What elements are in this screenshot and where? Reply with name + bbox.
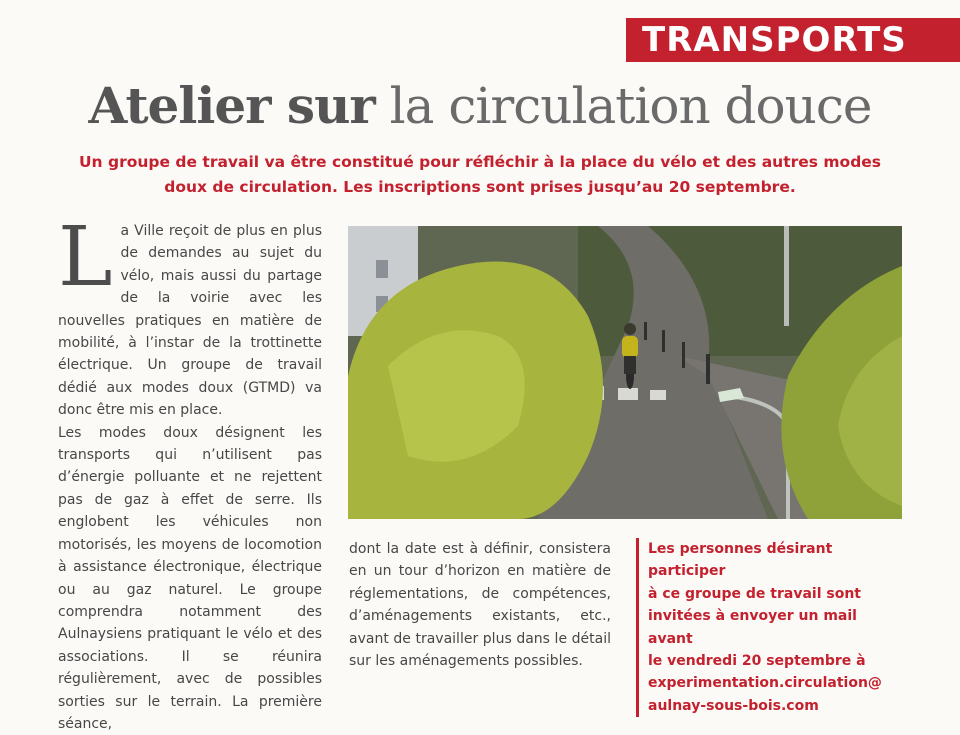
building-window (376, 260, 388, 278)
cyclist-legs (624, 356, 636, 374)
article-paragraph-2: Les modes doux désignent les transports qui n’utilisent pas d’énergie polluante et ne rejettent pas de gaz à effet de serre. Ils englobent les véhicules non motorisés, les moyens de locomotion à assistance électronique, électrique ou au gaz naturel. Le groupe comprendra notamment des Aulnaysiens pratiquant le vélo et des associations. Il se réunira régulièrement, avec de possibles sorties sur le terrain. La première séance, (58, 424, 322, 732)
callout-line-1: Les personnes désirant participer (648, 541, 833, 580)
article-paragraph-3: dont la date est à définir, consistera en un tour d’horizon en matière de réglementations, de compétences, d’aménagements existants, etc., avant de travailler plus dans le détail sur les aménagements possibles. (349, 541, 611, 670)
bollard (706, 354, 710, 384)
crosswalk-stripe (650, 390, 666, 400)
title-regular: la circulation douce (374, 77, 872, 135)
subtitle-line-2: doux de circulation. Les inscriptions sont prises jusqu’au 20 septembre. (164, 178, 796, 196)
callout-line-3: invitées à envoyer un mail avant (648, 608, 857, 647)
bollard (682, 342, 685, 368)
callout-box (636, 538, 900, 717)
article-column-1 (58, 210, 322, 735)
lamp-post (784, 226, 789, 326)
article-title (0, 76, 960, 135)
callout-line-4: le vendredi 20 septembre à (648, 653, 866, 670)
section-tag: TRANSPORTS (626, 18, 960, 62)
callout-line-2: à ce groupe de travail sont (648, 585, 861, 602)
article-column-2 (349, 538, 611, 672)
article-photo (348, 226, 902, 519)
bollard (644, 322, 647, 340)
cyclist-jacket (622, 336, 638, 358)
bollard (662, 330, 665, 352)
callout-email-line-2[interactable]: aulnay-sous-bois.com (648, 697, 819, 714)
crosswalk-stripe (618, 388, 638, 400)
subtitle-line-1: Un groupe de travail va être constitué pour réfléchir à la place du vélo et des autres modes (78, 153, 882, 171)
title-bold: Atelier sur (88, 76, 375, 135)
paragraph-1-text: a Ville reçoit de plus en plus de demandes au sujet du vélo, mais aussi du partage de la voirie avec les nouvelles pratiques en matière de mobilité, à l’instar de la trottinette électrique. Un groupe de travail dédié aux modes doux (GTMD) va donc être mis en place. (58, 223, 322, 419)
drop-cap: L (58, 210, 113, 305)
callout-email-line-1[interactable]: experimentation.circulation@ (648, 675, 882, 692)
cyclist-helmet (624, 323, 636, 335)
article-paragraph-1 (58, 210, 322, 422)
cyclist-street-illustration (348, 226, 902, 519)
article-subtitle (40, 150, 920, 200)
